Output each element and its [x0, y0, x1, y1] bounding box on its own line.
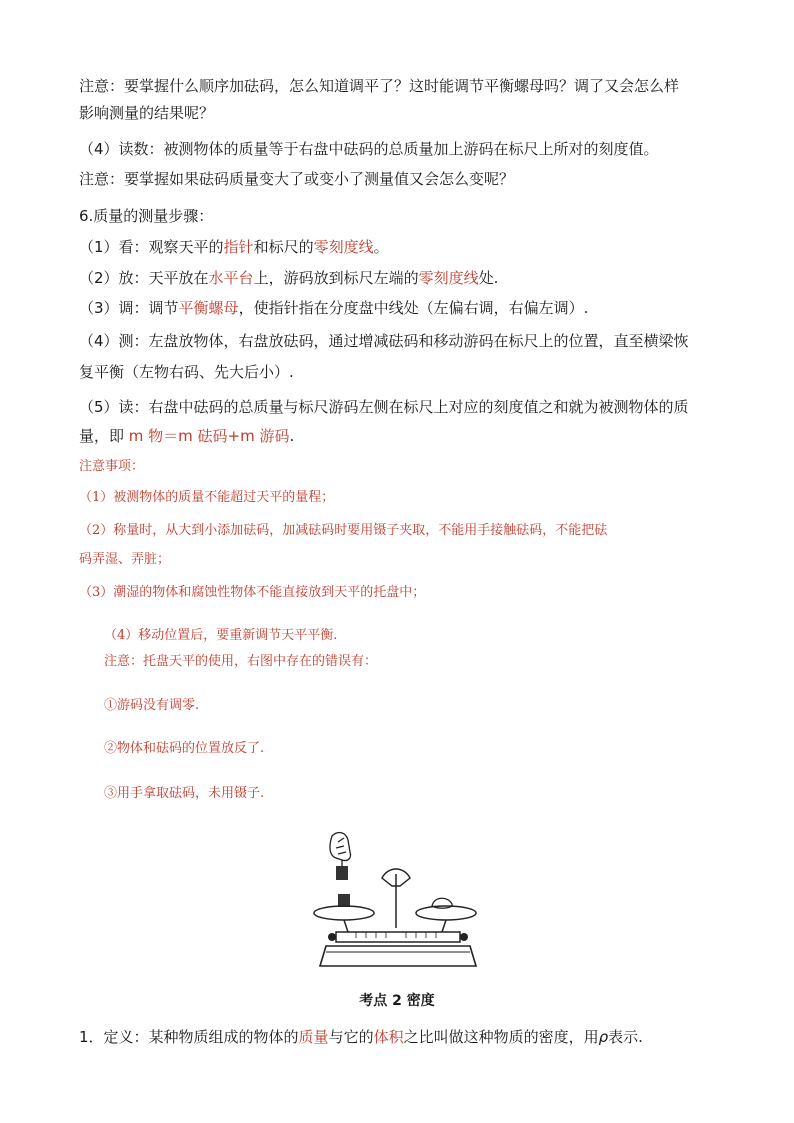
right-balance-nut [460, 933, 468, 941]
def-g: 表示. [608, 1028, 643, 1046]
note-item-2a: （2）称量时，从大到小添加砝码，加减砝码时要用镊子夹取，不能用手接触砝码，不能把砝 [79, 523, 608, 538]
step-3 [79, 298, 588, 318]
hand-icon [330, 833, 351, 866]
mass-formula: m 物＝m 砝码+m 游码 [128, 427, 290, 445]
weight-in-hand [336, 866, 348, 880]
step-2-e: 处. [478, 269, 499, 287]
note-item-4: （4）移动位置后，要重新调节天平平衡. [104, 628, 338, 643]
note-line-1: 注意：要掌握什么顺序加砝码，怎么知道调平了？这时能调节平衡螺母吗？调了又会怎么样 [79, 77, 680, 95]
step-2-b: 水平台 [208, 269, 254, 287]
balance-illustration [312, 828, 484, 986]
def-e: 之比叫做这种物质的密度，用 [403, 1028, 599, 1046]
section-heading: 考点 2 密度 [359, 993, 435, 1009]
step-5-l2c: . [289, 427, 295, 445]
notes-title: 注意事项： [79, 459, 145, 474]
step-5-l2a: 量，即 [79, 427, 129, 445]
error-1: ①游码没有调零. [104, 698, 200, 713]
step-1 [79, 237, 389, 257]
step-2-d: 零刻度线 [418, 269, 479, 287]
left-balance-nut [328, 933, 336, 941]
def-c: 与它的 [328, 1028, 374, 1046]
beam [336, 932, 460, 942]
note-item-1: （1）被测物体的质量不能超过天平的量程； [79, 490, 335, 505]
reading-step: （4）读数：被测物体的质量等于右盘中砝码的总质量加上游码在标尺上所对的刻度值。 [79, 140, 659, 158]
step-2-a: （2）放：天平放在 [79, 269, 209, 287]
step-1-b: 指针 [223, 238, 254, 256]
def-rho: ρ [598, 1028, 609, 1046]
def-volume: 体积 [373, 1028, 404, 1046]
def-a: 1．定义：某种物质组成的物体的 [79, 1028, 299, 1046]
note-item-2b: 码弄湿、弄脏； [79, 552, 171, 567]
step-1-c: 和标尺的 [253, 238, 314, 256]
def-mass: 质量 [298, 1028, 329, 1046]
error-2: ②物体和砝码的位置放反了. [104, 741, 265, 756]
step-1-d: 零刻度线 [313, 238, 374, 256]
note-line-2: 影响测量的结果呢？ [79, 104, 215, 122]
step-5-line-2 [79, 426, 294, 446]
step-4-line-2: 复平衡（左物右码、先大后小）. [79, 363, 294, 381]
step-1-e: 。 [373, 238, 389, 256]
base [320, 946, 476, 966]
object-on-left-pan [338, 894, 350, 907]
step-4-line-1: （4）测：左盘放物体，右盘放砝码，通过增减砝码和移动游码在标尺上的位置，直至横梁恢 [79, 332, 689, 350]
step-3-b: 平衡螺母 [178, 299, 239, 317]
step-2 [79, 268, 498, 288]
note-line-3: 注意：要掌握如果砝码质量变大了或变小了测量值又会怎么变呢？ [79, 170, 515, 188]
step-2-c: 上，游码放到标尺左端的 [253, 269, 419, 287]
step-5-line-1: （5）读：右盘中砝码的总质量与标尺游码左侧在标尺上对应的刻度值之和就为被测物体的质 [79, 398, 689, 416]
note-item-3: （3）潮湿的物体和腐蚀性物体不能直接放到天平的托盘中； [79, 585, 426, 600]
left-pan [314, 906, 374, 920]
steps-title: 6.质量的测量步骤： [79, 207, 214, 225]
step-1-a: （1）看：观察天平的 [79, 238, 224, 256]
step-3-a: （3）调：调节 [79, 299, 179, 317]
step-3-c: ，使指针指在分度盘中线处（左偏右调，右偏左调）. [238, 299, 589, 317]
error-3: ③用手拿取砝码，未用镊子. [104, 786, 265, 801]
note-item-5: 注意：托盘天平的使用，右图中存在的错误有： [104, 654, 378, 669]
density-definition [79, 1027, 643, 1047]
